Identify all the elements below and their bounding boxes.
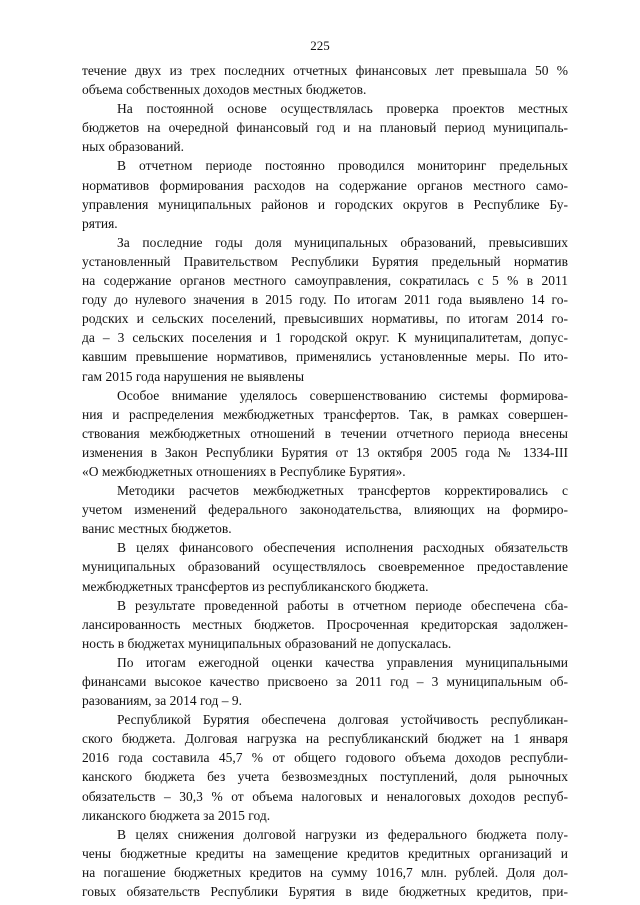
text-line: В целях финансового обеспечения исполнения расходных обязательств — [117, 540, 568, 556]
text-line: гам 2015 года нарушения не выявлены — [82, 368, 305, 384]
text-line: году до нулевого значения в 2015 году. По итогам 2011 года выявлено 14 го- — [82, 292, 568, 308]
text-line: В результате проведенной работы в отчетном периоде обеспечена сба- — [117, 597, 568, 613]
text-line: ванис местных бюджетов. — [82, 521, 232, 537]
text-line: разованиям, за 2014 год – 9. — [82, 693, 243, 709]
text-line: Методики расчетов межбюджетных трансфертов корректировались с — [117, 483, 568, 499]
body-text — [82, 61, 568, 901]
text-line: ликанского бюджета за 2015 год. — [82, 807, 271, 823]
text-line: бюджетов на очередной финансовый год и на плановый период муниципаль- — [82, 120, 568, 136]
text-line: лансированность местных бюджетов. Просроченная кредиторская задолжен- — [82, 616, 568, 632]
text-line: 2016 года составила 45,7 % от общего годового объема доходов республи- — [82, 750, 568, 766]
text-line: нормативов формирования расходов на содержание органов местного само- — [82, 177, 568, 193]
text-line: на содержание органов местного самоуправления, сократилась с 5 % в 2011 — [82, 273, 568, 289]
text-line: ния и распределения межбюджетных трансфертов. Так, в рамках совершен- — [82, 406, 568, 422]
text-line: В отчетном периоде постоянно проводился мониторинг предельных — [117, 158, 568, 174]
text-line: рятия. — [82, 215, 118, 231]
text-line: По итогам ежегодной оценки качества управления муниципальными — [117, 654, 568, 670]
text-line: ствования межбюджетных отношений в течении отчетного периода внесены — [82, 425, 568, 441]
text-line: чены бюджетные кредиты на замещение кредитов кредитных организаций и — [82, 845, 568, 861]
text-line: управления муниципальных районов и городских округов в Республике Бу- — [82, 196, 568, 212]
text-line: Особое внимание уделялось совершенствованию системы формирова- — [117, 387, 568, 403]
text-line: За последние годы доля муниципальных образований, превысивших — [117, 234, 568, 250]
page-number: 225 — [310, 38, 330, 53]
text-line: В целях снижения долговой нагрузки из федерального бюджета полу- — [117, 826, 568, 842]
text-line: кавшим превышение нормативов, применялись установленные меры. По ито- — [82, 349, 568, 365]
text-line: обязательств – 30,3 % от объема налоговых и неналоговых доходов респуб- — [82, 788, 568, 804]
text-line: ных образований. — [82, 139, 185, 155]
text-line: учетом изменений федерального законодательства, влияющих на формиро- — [82, 502, 568, 518]
text-line: ность в бюджетах муниципальных образований не допускалась. — [82, 635, 452, 651]
text-line: на погашение бюджетных кредитов на сумму 1016,7 млн. рублей. Доля дол- — [82, 864, 568, 880]
text-line: «О межбюджетных отношениях в Республике Бурятия». — [82, 463, 406, 479]
text-line: канского бюджета без учета безвозмездных поступлений, доля рыночных — [82, 769, 568, 785]
text-line: да – 3 сельских поселения и 1 городской округ. К муниципалитетам, допус- — [82, 330, 568, 346]
text-line: родских и сельских поселений, превысивших нормативы, по итогам 2014 го- — [82, 311, 568, 327]
text-line: межбюджетных трансфертов из республиканского бюджета. — [82, 578, 429, 594]
text-line: ского бюджета. Долговая нагрузка на республиканский бюджет на 1 января — [82, 731, 568, 747]
text-line: муниципальных образований осуществлялось своевременное предоставление — [82, 559, 568, 575]
text-line: Республикой Бурятия обеспечена долговая устойчивость республикан- — [117, 712, 568, 728]
text-line: установленный Правительством Республики Бурятия предельный норматив — [82, 253, 568, 269]
text-line: объема собственных доходов местных бюджетов. — [82, 82, 367, 98]
text-line: финансами высокое качество присвоено за 2011 год – 3 муниципальным об- — [82, 674, 568, 689]
text-line: течение двух из трех последних отчетных финансовых лет превышала 50 % — [82, 63, 568, 78]
text-line: изменения в Закон Республики Бурятия от 13 октября 2005 года № 1334-III — [82, 444, 568, 460]
text-line: говых обязательств Республики Бурятия в виде бюджетных кредитов, при- — [82, 884, 568, 900]
text-line: На постоянной основе осуществлялась проверка проектов местных — [117, 101, 568, 117]
